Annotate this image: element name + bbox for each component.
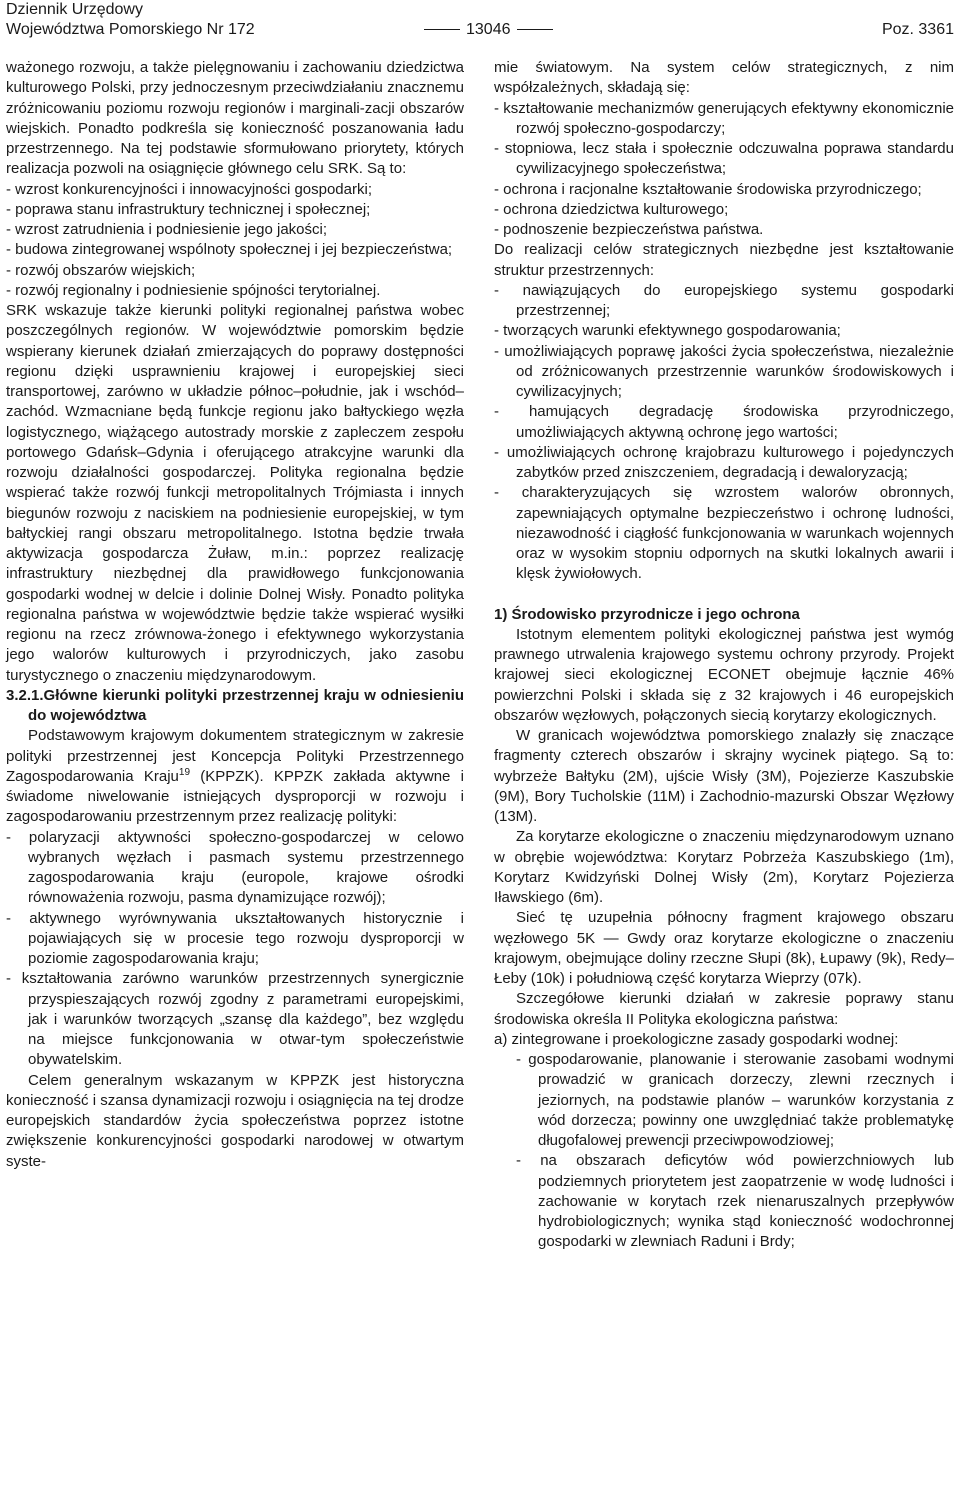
srk-priority-item: - budowa zintegrowanej wspólnoty społecznej i jej bezpieczeństwa;	[6, 241, 453, 259]
section-heading-3-2-1: 3.2.1.Główne kierunki polityki przestrzennej kraju w odniesieniu do województwa	[6, 686, 464, 724]
srk-priority-item: - wzrost zatrudnienia i podniesienie jego jakości;	[6, 221, 328, 238]
position-number: Poz. 3361	[881, 21, 954, 38]
spatial-structure-item: - tworzących warunki efektywnego gospodarowania;	[494, 322, 841, 340]
strategic-goal-item: - kształtowanie mechanizmów generujących efektywny ekonomicznie rozwój społeczno-gospodarczy;	[494, 99, 954, 137]
footnote-marker: 19	[178, 766, 191, 778]
left-paragraph-3-text-b: (KPPZK). KPPZK zakłada aktywne i świadome niwelowanie istniejących dysproporcji w rozwoju i zagospodarowaniu przestrzennym przez realizację polityki:	[6, 767, 464, 826]
list-item-a: a) zintegrowane i proekologiczne zasady gospodarki wodnej:	[494, 1030, 899, 1048]
left-paragraph-3-text-a: Podstawowym krajowym dokumentem strategicznym w zakresie polityki przestrzennej jest Koncepcja Polityki Przestrzennego Zagospodarowania Kraju	[6, 727, 464, 785]
right-paragraph-3: Istotnym elementem polityki ekologicznej państwa jest wymóg prawnego utrwalenia krajowego systemu ochrony przyrody. Projekt krajowej sieci ekologicznej ECONET obejmuje łącznie 46% powierzchni Polski i składa się z 32 krajowych i 46 europejskich obszarów węzłowych, połączonych siecią korytarzy ekologicznych.	[494, 625, 954, 724]
left-paragraph-1: ważonego rozwoju, a także pielęgnowaniu i zachowaniu dziedzictwa kulturowego Polski, przy jednoczesnym przeciwdziałaniu znacznemu zróżnicowaniu poziomu rozwoju regionów i marginali-zacji obszarów wiejskich. Ponadto podkreśla się konieczność poszanowania ładu przestrzennego. Na tej podstawie sformułowano priorytety, których realizacja pozwoli na osiągnięcie głównego celu SRK. Są to:	[6, 59, 464, 178]
journal-issue: Województwa Pomorskiego Nr 172	[6, 21, 255, 38]
right-column	[494, 58, 954, 1253]
strategic-goal-item: - ochrona dziedzictwa kulturowego;	[494, 200, 729, 218]
kppzk-policy-item: - aktywnego wyrównywania ukształtowanych historycznie i pojawiających się w procesie tego rozwoju dysproporcji w poziomie zagospodarowania kraju;	[6, 909, 464, 967]
spatial-structure-item: - umożliwiających ochronę krajobrazu kulturowego i pojedynczych zabytków przed zniszczeniem, degradacją i dewaloryzacją;	[494, 443, 954, 481]
water-management-item: - gospodarowanie, planowanie i sterowanie zasobami wodnymi prowadzić w granicach dorzeczy, zlewni rzecznych i jeziornych, na podstawie planów – warunków korzystania z wód dorzecza; powinny one uwzględniać także problematykę długofalowej prewencji przeciwpowodziowej;	[516, 1051, 954, 1149]
strategic-goal-item: - ochrona i racjonalne kształtowanie środowiska przyrodniczego;	[494, 180, 922, 198]
spatial-structure-item: - nawiązujących do europejskiego systemu gospodarki przestrzennej;	[494, 281, 954, 319]
spacer	[494, 585, 954, 605]
right-paragraph-5: Za korytarze ekologiczne o znaczeniu międzynarodowym uznano w obrębie województwa: Korytarz Pobrzeża Kaszubskiego (1m), Korytarz Kwidzyński Dolnej Wisły (2m), Korytarz Pojezierza Iławskiego (6m).	[494, 828, 954, 906]
right-paragraph-2: Do realizacji celów strategicznych niezbędne jest kształtowanie struktur przestrzennych:	[494, 241, 954, 279]
spatial-structure-item: - umożliwiających poprawę jakości życia społeczeństwa, niezależnie od zróżnicowanych przestrzennie warunków środowiskowych i cywilizacyjnych;	[494, 342, 954, 400]
page-number-block	[418, 20, 559, 40]
left-paragraph-3	[6, 726, 464, 827]
kppzk-policy-item: - kształtowania zarówno warunków przestrzennych synergicznie przyspieszających rozwój zgodny z parametrami europejskimi, jak i warunków tworzących „szansę dla każdego”, bez względu na miejsce funkcjonowania w otwar-tym społeczeństwie obywatelskim.	[6, 970, 464, 1069]
left-column	[6, 58, 464, 1172]
left-paragraph-4: Celem generalnym wskazanym w KPPZK jest historyczna konieczność i szansa dynamizacji rozwoju i osiągnięcia na tej drodze europejskich standardów życia społeczeństwa poprzez istotne zwiększenie konkurencyjności gospodarki narodowej w otwartym syste-	[6, 1071, 464, 1170]
strategic-goal-item: - podnoszenie bezpieczeństwa państwa.	[494, 221, 764, 238]
right-paragraph-6: Sieć tę uzupełnia północny fragment krajowego obszaru węzłowego 5K — Gwdy oraz korytarze ekologiczne o znaczeniu krajowym, obejmujące doliny rzeczne Słupi (8k), Łupawy (9k), Redy–Łeby (10k) i południową część korytarza Wieprzy (07k).	[494, 909, 954, 987]
kppzk-policy-item: - polaryzacji aktywności społeczno-gospodarczej w celowo wybranych węzłach i pasmach systemu przestrzennego zagospodarowania kraju (europole, krajowe ośrodki równoważenia rozwoju, pasma dynamizujące rozwój);	[6, 828, 464, 907]
srk-priority-item: - wzrost konkurencyjności i innowacyjności gospodarki;	[6, 180, 372, 198]
spatial-structure-item: - charakteryzujących się wzrostem walorów obronnych, zapewniających optymalne bezpieczeństwo i ochronę ludności, niezawodność i ciągłość funkcjonowania w warunkach wojennych oraz w wysokim stopniu odpornych na skutki lokalnych awarii i klęsk żywiołowych.	[494, 484, 954, 583]
srk-priority-item: - rozwój obszarów wiejskich;	[6, 261, 196, 279]
page-number-right-rule	[517, 29, 553, 30]
left-paragraph-2: SRK wskazuje także kierunki polityki regionalnej państwa wobec poszczególnych regionów. W województwie pomorskim będzie wspierany kierunek działań zmierzających do poprawy dostępności regionu dzięki usprawnieniu krajowej i europejskiej sieci transportowej, zarówno w układzie północ–południe, jak i wschód–zachód. Wzmacniane będą funkcje regionu jako bałtyckiego węzła logistycznego, wiążącego autostrady morskie z zapleczem zespołu portowego Gdańsk–Gdynia i oferującego atrakcyjne warunki dla rozwoju działalności gospodarczej. Polityka regionalna będzie wspierać także rozwój funkcji metropolitalnych Trójmiasta i innych biegunów rozwoju z naciskiem na podniesienie europejskiej, w tym bałtyckiej rangi obszaru metropolitalnego. Istotna będzie trwała aktywizacja gospodarcza Żuław, m.in.: poprzez realizację infrastruktury niezbędnej dla prawidłowego funkcjonowania gospodarki wodnej w delcie i dolinie Dolnej Wisły. Ponadto polityka regionalna państwa w województwie będzie także wspierać wysiłki regionu na rzecz zrównowa-żonego i efektywnego wykorzystania jego walorów kulturowych i przyrodniczych, jako zasobu turystycznego o znaczeniu międzynarodowym.	[6, 302, 464, 684]
section-heading-environment: 1) Środowisko przyrodnicze i jego ochrona	[494, 605, 800, 623]
srk-priority-item: - rozwój regionalny i podniesienie spójności terytorialnej.	[6, 281, 381, 299]
srk-priority-item: - poprawa stanu infrastruktury technicznej i społecznej;	[6, 200, 371, 218]
page-number-left-rule	[424, 29, 460, 30]
right-paragraph-4: W granicach województwa pomorskiego znalazły się znaczące fragmenty czterech obszarów i skrajny wycinek piątego. Są to: wybrzeże Bałtyku (2M), ujście Wisły (3M), Pojezierze Kaszubskie (9M), Bory Tucholskie (11M) i Zachodnio-mazurski Obszar Węzłowy (13M).	[494, 727, 954, 825]
page-header-left	[6, 0, 255, 40]
water-management-item: - na obszarach deficytów wód powierzchniowych lub podziemnych priorytetem jest zaopatrzenie w wodę ludności i zachowanie w korytach rzek nienaruszalnych przepływów hydrobiologicznych; wynika stąd konieczność wodochronnej gospodarki w zlewniach Raduni i Brdy;	[516, 1152, 954, 1251]
page-number: 13046	[466, 21, 511, 38]
right-paragraph-1: mie światowym. Na system celów strategicznych, z nim współzależnych, składają się:	[494, 59, 954, 97]
journal-title: Dziennik Urzędowy	[6, 1, 143, 18]
strategic-goal-item: - stopniowa, lecz stała i społecznie odczuwalna poprawa standardu cywilizacyjnego społeczeństwa;	[494, 140, 954, 178]
spatial-structure-item: - hamujących degradację środowiska przyrodniczego, umożliwiających aktywną ochronę jego wartości;	[494, 403, 954, 441]
right-paragraph-7: Szczegółowe kierunki działań w zakresie poprawy stanu środowiska określa II Polityka ekologiczna państwa:	[494, 990, 954, 1028]
